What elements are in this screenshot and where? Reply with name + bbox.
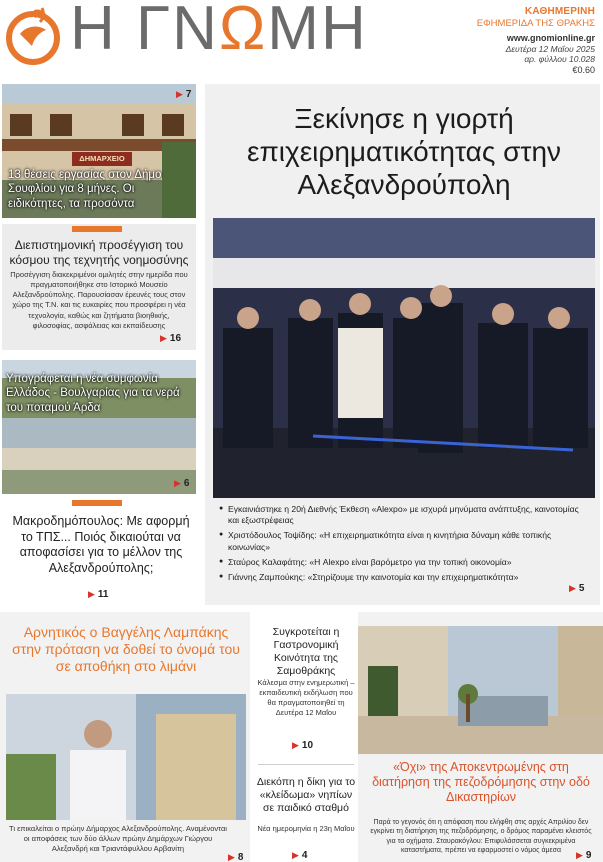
newspaper-logo[interactable]: Η ΓΝΩΜΗ [70, 0, 368, 63]
bullet-item: ● Εγκαινιάστηκε η 20ή Διεθνής Έκθεση «Alexpo» με ισχυρά μηνύματα ανάπτυξης, καινοτομίας και εξωστρέφειας [219, 504, 589, 526]
middle-column [252, 612, 358, 862]
main-bullets [219, 504, 589, 587]
story-body-lampakis: Τι επικαλείται ο πρώην Δήμαρχος Αλεξανδρούπολης. Αναμένονται οι αποφάσεις των δύο άλλων πρώην Δημάρχων Γιώργου Αλεξανδρή και Τριαντάφυλλου Αρβανίτη [9, 824, 227, 854]
lampakis-illustration [6, 694, 246, 820]
ribbon-cutting-illustration [213, 218, 595, 498]
page-ref-9[interactable]: ▶ 9 [576, 850, 592, 861]
website-link[interactable]: www.gnomionline.gr [506, 33, 595, 44]
page-triangle-icon: ▶ [228, 852, 235, 862]
dove-logo-icon [4, 4, 62, 66]
story-title-makrodimopoulos[interactable]: Μακροδημόπουλος: Με αφορμή το ΤΠΣ... Ποιός δικαιούται να αποφασίσει για το μέλλον της Αλεξανδρούπολης; [12, 514, 190, 575]
issue-price: €0.60 [572, 64, 595, 75]
story-title-river[interactable]: Υπογράφεται η νέα συμφωνία Ελλάδος - Βουλγαρίας για τα νερά του ποταμού Άρδα [6, 373, 180, 414]
orange-divider [72, 226, 122, 232]
page-ref-8[interactable]: ▶ 8 [228, 852, 244, 862]
story-body-trial: Νέα ημερομηνία η 23η Μαΐου [257, 824, 355, 833]
main-story [205, 84, 600, 605]
river-photo[interactable] [2, 360, 196, 494]
paper-label: ΕΦΗΜΕΡΙΔΑ ΤΗΣ ΘΡΑΚΗΣ [476, 18, 595, 29]
divider [258, 764, 354, 765]
issue-date: Δευτέρα 12 Μαΐου 2025 [505, 44, 595, 55]
orange-divider [72, 500, 122, 506]
bullet-item: ● Σταύρος Καλαφάτης: «Η Alexpo είναι βαρόμετρο για την τοπική οικονομία» [219, 557, 589, 568]
story-body-samothrace: Κάλεσμα στην ενημερωτική – εκπαιδευτική εκδήλωση που θα πραγματοποιηθεί τη Δευτέρα 12 Μαΐου [257, 678, 355, 718]
page-triangle-icon: ▶ [160, 333, 167, 343]
street-illustration [358, 626, 603, 754]
issue-number: αρ. φύλλου 10.028 [524, 54, 595, 65]
masthead-info [445, 6, 595, 75]
page-ref-4[interactable]: ▶ 4 [292, 850, 308, 861]
street-photo[interactable] [358, 626, 603, 754]
page-triangle-icon: ▶ [176, 89, 183, 99]
town-hall-sign: ΔΗΜΑΡΧΕΙΟ [79, 154, 125, 163]
story-title-jobs[interactable]: 13 θέσεις εργασίας στον Δήμο Σουφλίου για 8 μήνες. Οι ειδικότητες, τα προσόντα [8, 169, 162, 210]
page-triangle-icon: ▶ [292, 850, 299, 860]
main-headline[interactable]: Ξεκίνησε η γιορτή επιχειρηματικότητας στην Αλεξανδρούπολη [246, 103, 562, 201]
lampakis-photo[interactable] [6, 694, 246, 820]
page-triangle-icon: ▶ [569, 583, 576, 593]
story-title-pedestrian[interactable]: «Όχι» της Αποκεντρωμένης στη διατήρηση της πεζοδρόμησης στην οδό Δικαστηρίων [372, 760, 590, 804]
masthead [0, 0, 603, 80]
page-ref-10[interactable]: ▶ 10 [292, 740, 314, 751]
story-body-pedestrian: Παρά το γεγονός ότι η απόφαση που ελήφθη στις αρχές Απριλίου δεν εγκρίνει τη διατήρηση της πεζοδρόμησης, ο δρόμος παραμένει κλειστός για τα οχήματα. Σταυρακόγλου: Επιφυλάσσεται συγκεκριμένα καταστήματα, πρέπει να εφαρμοστεί ο νόμος άμεσα [370, 819, 592, 855]
page-ref-11[interactable]: ▶ 11 [88, 589, 109, 600]
page-ref-7[interactable]: ▶ 7 [176, 89, 192, 100]
pedestrian-street-story [358, 612, 603, 862]
page-ref-6[interactable]: ▶ 6 [174, 478, 190, 489]
town-hall-photo[interactable] [2, 84, 196, 218]
story-body-ai: Προσέγγιση διακεκριμένοι ομιλητές στην ημερίδα που πραγματοποιήθηκε στο Ιστορικό Μουσείο Αλεξανδρούπολης. Παρουσίασαν έρευνές τους στον χώρο της Τ.Ν. και τις ευκαιρίες που προσφέρει η νέα τεχνολογία, καθώς και ζητήματα βιοηθικής, φιλοσοφίας, ασφάλειας και εκπαίδευσης [10, 270, 188, 330]
ribbon-cutting-photo[interactable] [213, 218, 595, 498]
story-title-lampakis[interactable]: Αρνητικός ο Βαγγέλης Λαμπάκης στην πρόταση να δοθεί το όνομά του σε αποθήκη στο λιμάνι [12, 624, 240, 674]
page-triangle-icon: ▶ [576, 850, 583, 860]
page-triangle-icon: ▶ [292, 740, 299, 750]
page-triangle-icon: ▶ [174, 478, 181, 488]
story-title-ai[interactable]: Διεπιστημονική προσέγγιση του κόσμου της τεχνητής νοημοσύνης [9, 238, 189, 267]
story-title-samothrace[interactable]: Συγκροτείται η Γαστρονομική Κοινότητα της Σαμοθράκης [272, 626, 340, 678]
story-title-trial[interactable]: Διεκόπη η δίκη για το «κλείδωμα» νηπίων σε παιδικό σταθμό [256, 776, 356, 815]
lampakis-story [0, 612, 250, 862]
daily-label: ΚΑΘΗΜΕΡΙΝΗ [524, 6, 595, 17]
page-triangle-icon: ▶ [88, 589, 95, 599]
page-ref-5[interactable]: ▶ 5 [569, 583, 585, 594]
bullet-item: ● Χριστόδουλος Τοψίδης: «Η επιχειρηματικότητα είναι η κινητήρια δύναμη κάθε τοπικής κοινωνίας» [219, 530, 589, 552]
page-ref-16[interactable]: ▶ 16 [160, 333, 182, 344]
bullet-item: ● Γιάννης Ζαμπούκης: «Στηρίζουμε την καινοτομία και την επιχειρηματικότητα» [219, 572, 589, 583]
